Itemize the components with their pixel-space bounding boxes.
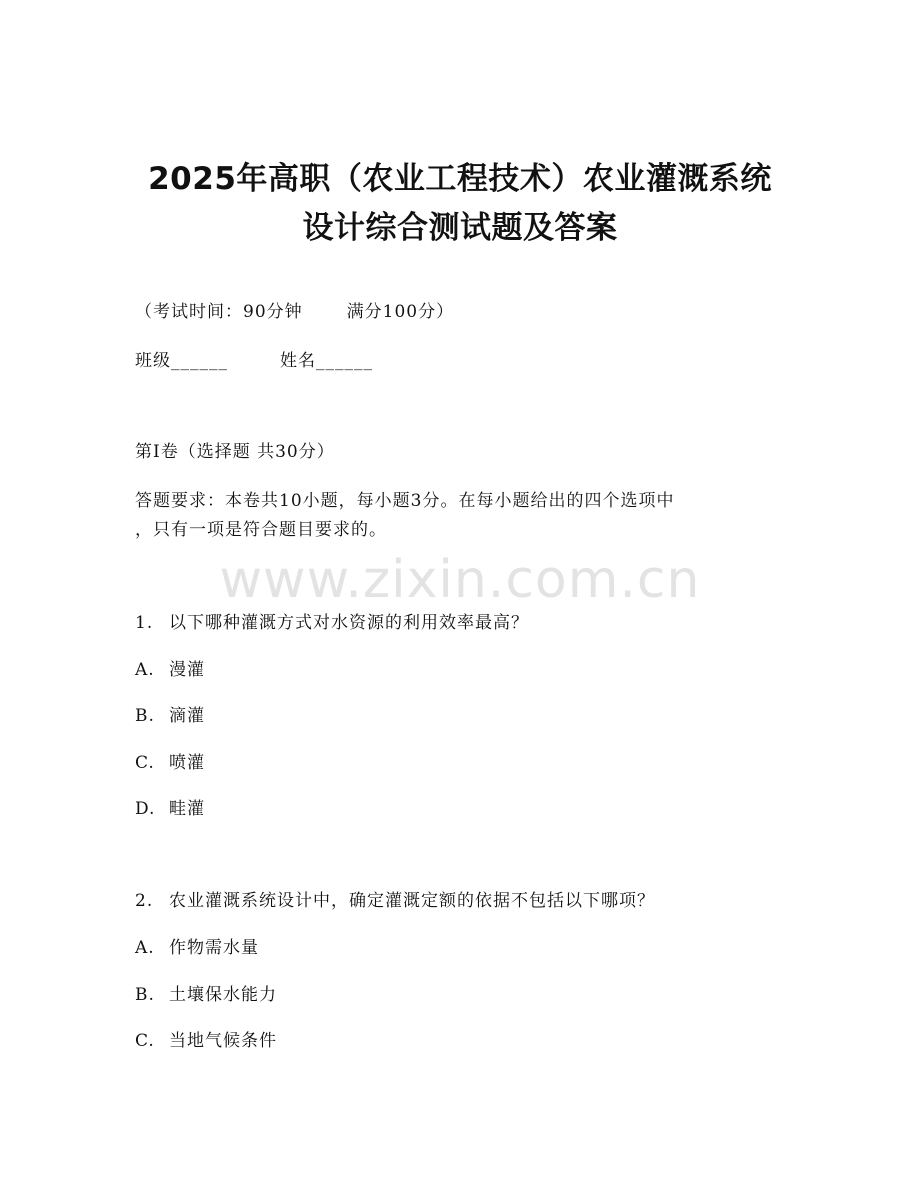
option-letter: A. xyxy=(135,938,155,958)
student-fields xyxy=(135,349,373,373)
option-text: 畦灌 xyxy=(169,799,205,819)
option-text: 当地气候条件 xyxy=(169,1031,277,1051)
name-field: 姓名______ xyxy=(280,351,373,371)
option-text: 漫灌 xyxy=(169,660,205,680)
option-text: 滴灌 xyxy=(169,706,205,726)
title-line-1: 2025年高职（农业工程技术）农业灌溉系统 xyxy=(148,161,772,197)
option-text: 作物需水量 xyxy=(169,938,259,958)
question-1-option-b xyxy=(135,704,205,728)
exam-info xyxy=(135,300,454,324)
option-text: 喷灌 xyxy=(169,753,205,773)
question-2-option-b xyxy=(135,983,277,1007)
title-line-2: 设计综合测试题及答案 xyxy=(302,210,618,246)
question-2-option-c xyxy=(135,1029,277,1053)
section-heading: 第I卷（选择题 共30分） xyxy=(135,442,335,462)
option-letter: D. xyxy=(135,799,156,819)
option-letter: B. xyxy=(135,985,155,1005)
class-field: 班级______ xyxy=(135,351,228,371)
option-text: 土壤保水能力 xyxy=(169,985,277,1005)
instructions-line-2: ，只有一项是符合题目要求的。 xyxy=(135,520,387,540)
watermark: www.zixin.com.cn xyxy=(219,550,701,610)
question-1 xyxy=(135,611,529,635)
instructions-line-1: 答题要求：本卷共10小题，每小题3分。在每小题给出的四个选项中 xyxy=(135,491,675,511)
option-letter: B. xyxy=(135,706,155,726)
option-letter: C. xyxy=(135,753,155,773)
exam-time: （考试时间：90分钟 xyxy=(135,302,303,322)
question-number: 2. xyxy=(135,891,154,911)
question-2-option-a xyxy=(135,936,259,960)
question-number: 1. xyxy=(135,613,154,633)
option-letter: C. xyxy=(135,1031,155,1051)
exam-score: 满分100分） xyxy=(346,302,455,322)
question-text: 以下哪种灌溉方式对水资源的利用效率最高？ xyxy=(169,613,529,633)
question-2 xyxy=(135,889,655,913)
question-1-option-c xyxy=(135,751,205,775)
question-1-option-a xyxy=(135,658,205,682)
question-text: 农业灌溉系统设计中，确定灌溉定额的依据不包括以下哪项？ xyxy=(169,891,655,911)
option-letter: A. xyxy=(135,660,155,680)
question-1-option-d xyxy=(135,797,205,821)
